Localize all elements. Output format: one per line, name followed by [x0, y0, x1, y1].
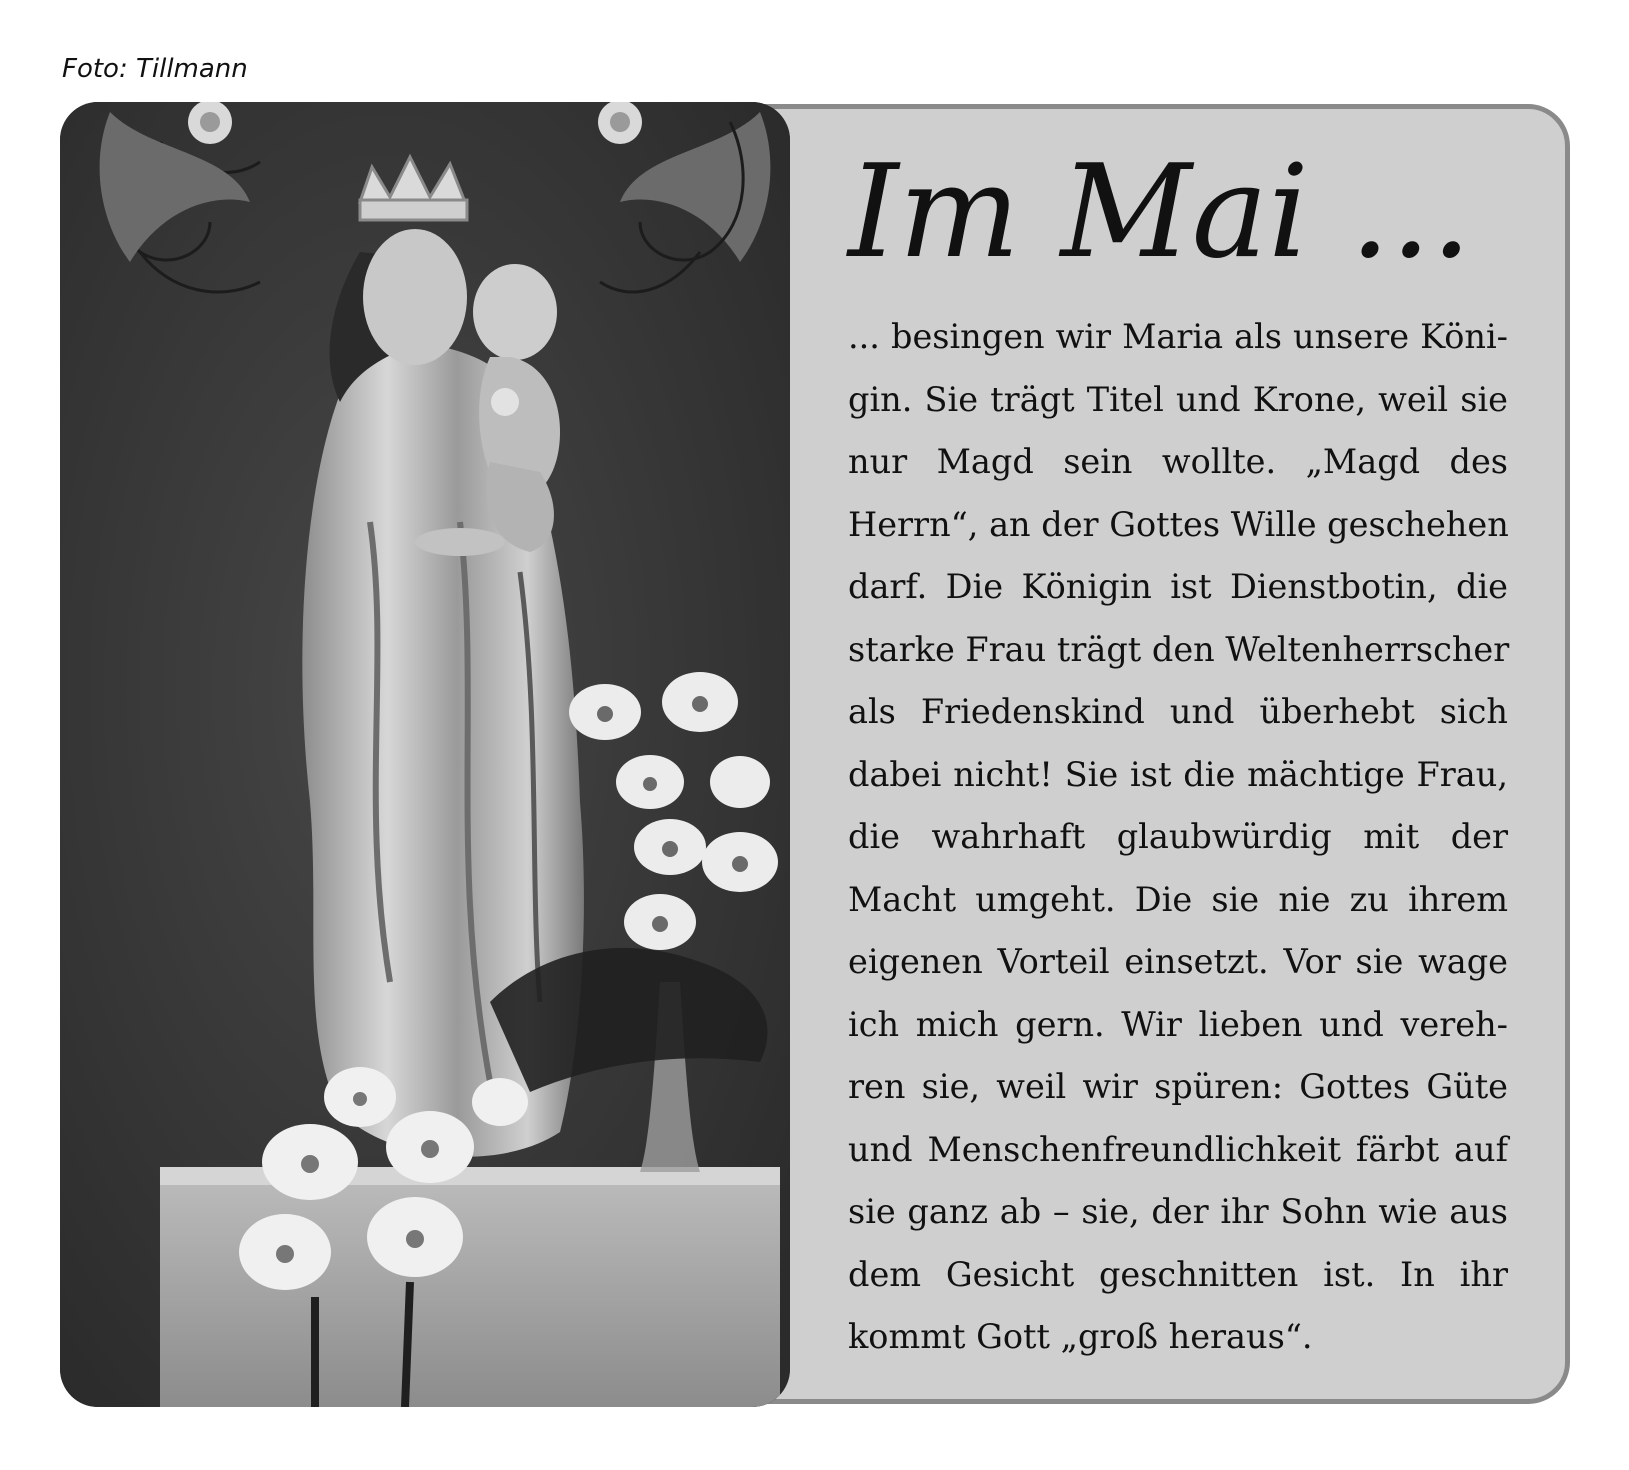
body-line: ich mich gern. Wir lieben und vereh- — [848, 1004, 1508, 1044]
body-line: dem Gesicht geschnitten ist. In ihr — [848, 1254, 1508, 1294]
body-line: nur Magd sein wollte. „Magd des — [848, 442, 1508, 481]
photo-credit: Foto: Tillmann — [62, 54, 248, 84]
body-line: starke Frau trägt den Weltenherrscher — [848, 629, 1510, 669]
body-line: sie ganz ab – sie, der ihr Sohn wie aus — [848, 1192, 1508, 1231]
madonna-statue-illustration — [60, 102, 790, 1407]
headline: Im Mai ... — [848, 138, 1472, 287]
madonna-photo — [60, 102, 790, 1407]
body-line: Herrn“, an der Gottes Wille geschehen — [848, 504, 1509, 544]
body-line: ren sie, weil wir spüren: Gottes Güte — [848, 1067, 1508, 1106]
body-line: gin. Sie trägt Titel und Krone, weil sie — [848, 379, 1508, 419]
body-line: ... besingen wir Maria als unsere Köni- — [848, 317, 1508, 356]
body-text — [848, 306, 1508, 1369]
child-head — [473, 264, 557, 360]
body-line: die wahrhaft glaubwürdig mit der — [848, 817, 1508, 856]
body-line: darf. Die Königin ist Dienstbotin, die — [848, 567, 1508, 606]
madonna-head — [363, 229, 467, 365]
body-line: Macht umgeht. Die sie nie zu ihrem — [848, 879, 1508, 919]
body-line: eigenen Vorteil einsetzt. Vor sie wage — [848, 942, 1508, 981]
body-line: kommt Gott „groß heraus“. — [848, 1317, 1313, 1356]
body-line: als Friedenskind und überhebt sich — [848, 692, 1508, 731]
pedestal — [160, 1167, 780, 1407]
body-line: und Menschenfreundlichkeit färbt auf — [848, 1129, 1508, 1169]
body-line: dabei nicht! Sie ist die mächtige Frau, — [848, 754, 1508, 794]
